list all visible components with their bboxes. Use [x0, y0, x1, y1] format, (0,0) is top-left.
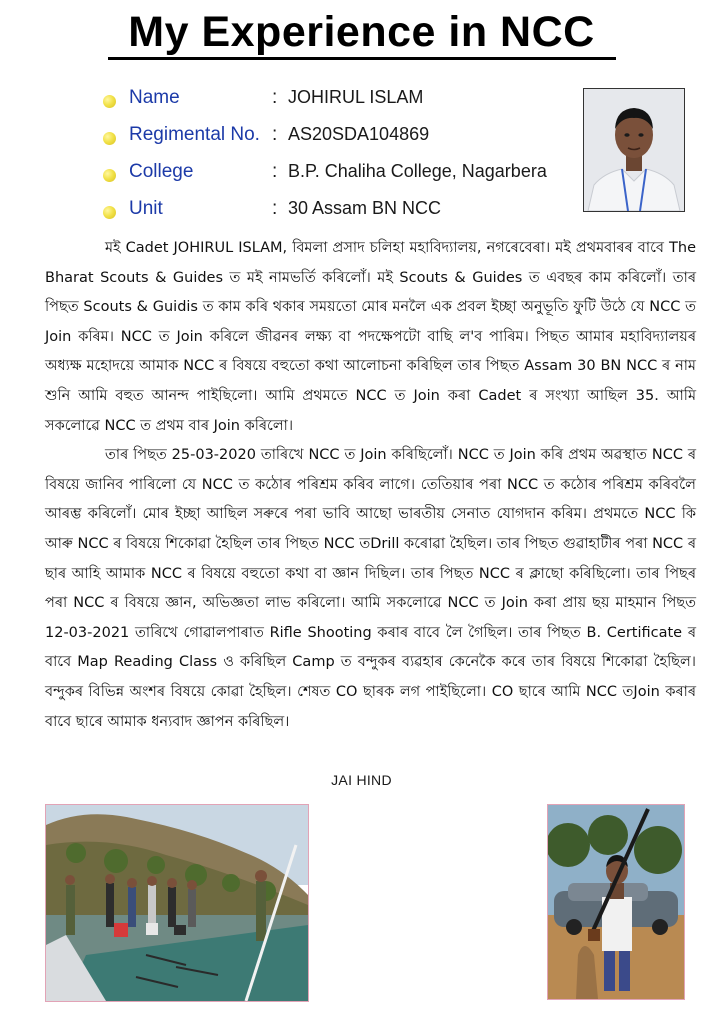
unit-value: 30 Assam BN NCC: [288, 198, 442, 218]
name-label: Name: [129, 87, 180, 108]
separator-colon: :: [272, 198, 278, 219]
experience-text: [45, 234, 696, 737]
cadet-with-rifle-photo: [547, 804, 685, 1000]
info-row-regimental-no: [100, 123, 580, 160]
info-row-name: [100, 86, 580, 123]
cadet-portrait-photo: [583, 88, 685, 212]
regimental-no-label: Regimental No.: [129, 124, 260, 145]
info-row-college: [100, 160, 580, 197]
separator-colon: :: [272, 87, 278, 108]
cadet-info-list: [100, 86, 580, 234]
college-value: B.P. Chaliha College, Nagarbera: [288, 161, 547, 181]
page-title: My Experience in NCC: [128, 8, 595, 56]
unit-label: Unit: [129, 198, 163, 219]
paragraph: তাৰ পিছত 25-03-2020 তাৰিখে NCC ত Join কৰিছিলোঁ। NCC ত Join কৰি প্ৰথম অৱস্থাত NCC ৰ বিষয়ে জানিব পাৰিলো যে NCC ত কঠোৰ পৰিশ্ৰম কৰিব লাগে। তেতিয়াৰ পৰা NCC ত কঠোৰ পৰিশ্ৰম কৰিবলৈ আৰম্ভ কৰিলোঁ। মোৰ ইচ্ছা আছিল সৰুৰে পৰা ভাবি আছো ভাৰতীয় সেনাত যোগদান কৰিম। প্ৰথমতে NCC কি আৰু NCC ৰ বিষয়ে শিকোৱা হৈছিল তাৰ পিছত NCC তDrill কৰোৱা হৈছিল। তাৰ পিছত গুৱাহাটীৰ পৰা NCC ৰ ছাৰ আহি আমাক NCC ৰ বিষয়ে বহুতো কথা বা জ্ঞান দিছিল। তাৰ পিছত NCC ৰ ক্লাছো কৰিছিলো। তাৰ পিছৰ পৰা NCC ৰ বিষয়ে জ্ঞান, অভিজ্ঞতা লাভ কৰিলো। আমি সকলোৱে NCC ত Join কৰা প্ৰায় ছয় মাহমান পিছত 12-03-2021 তাৰিখে গোৱালপাৰাত Rifle Shooting কৰাৰ বাবে লৈ গৈছিল। তাৰ পিছত B. Certificate ৰ বাবে Map Reading Class ও কৰিছিল Camp ত বন্দুকৰ ব্যৱহাৰ কেনেকৈ কৰে তাৰ বিষয়ে শিকোৱা হৈছিল। বন্দুকৰ বিভিন্ন অংশৰ বিষয়ে কোৱা হৈছিল। শেষত CO ছাৰক লগ পাইছিলো। CO ছাৰে আমি NCC তJoin কৰাৰ বাবে ছাৰে আমাক ধন্যবাদ জ্ঞাপন কৰিছিল।: [45, 447, 696, 730]
info-row-unit: [100, 197, 580, 234]
bullet-icon: [103, 132, 116, 145]
name-value: JOHIRUL ISLAM: [288, 87, 424, 107]
regimental-no-value: AS20SDA104869: [288, 124, 430, 144]
paragraph: মই Cadet JOHIRUL ISLAM, বিমলা প্ৰসাদ চলিহা মহাবিদ্যালয়, নগৰেবেৰা। মই প্ৰথমবাৰৰ বাবে The Bharat Scouts & Guides ত মই নামভৰ্তি কৰিলোঁ। মই Scouts & Guides ত এবছৰ কাম কৰিলোঁ। তাৰ পিছত Scouts & Guidis ত কাম কৰি থকাৰ সময়তো মোৰ মনলৈ এক প্ৰবল ইচ্ছা অনুভূতি ফুটি উঠে যে NCC ত Join কৰিম। NCC ত Join কৰিলে জীৱনৰ লক্ষ্য বা পদক্ষেপটো বাছি ল'ব পাৰিম। পিছত আমাৰ মহাবিদ্যালয়ৰ অধ্যক্ষ মহোদয়ে আমাক NCC ৰ বিষয়ে বহুতো কথা আলোচনা কৰিছিল তাৰ পিছত Assam 30 BN NCC ৰ নাম শুনি আমি বহুত আনন্দ পাইছিলো। আমি প্ৰথমতে NCC ত Join কৰা Cadet ৰ সংখ্যা আছিল 35. আমি সকলোৱে NCC ত প্ৰথম বাৰ Join কৰিলো।: [45, 240, 696, 434]
separator-colon: :: [272, 161, 278, 182]
rifle-training-group-photo: [45, 804, 309, 1002]
college-label: College: [129, 161, 194, 182]
bullet-icon: [103, 206, 116, 219]
title-underline: [108, 57, 616, 60]
signoff: JAI HIND: [331, 772, 392, 788]
bullet-icon: [103, 169, 116, 182]
bullet-icon: [103, 95, 116, 108]
separator-colon: :: [272, 124, 278, 145]
